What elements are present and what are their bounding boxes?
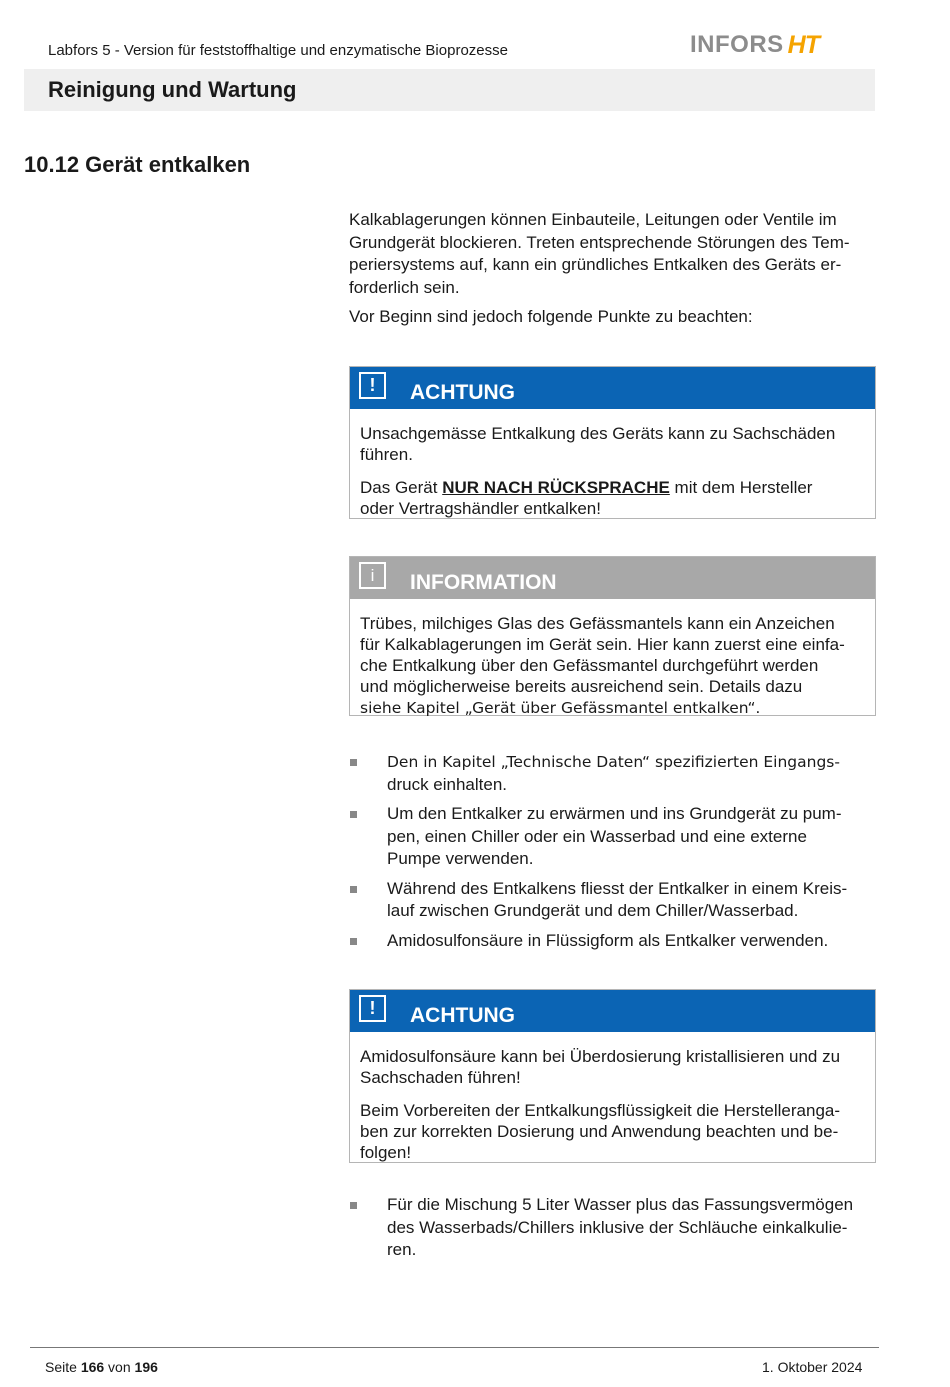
list-item: Um den Entkalker zu erwärmen und ins Grundgerät zu pum- pen, einen Chiller oder ein Wasserbad und eine externe Pumpe verwenden. <box>349 803 876 871</box>
information-notice-title: INFORMATION <box>410 571 557 594</box>
info-icon: i <box>359 562 386 589</box>
warning-notice-text: Unsachgemässe Entkalkung des Geräts kann zu Sachschäden führen. <box>360 424 836 464</box>
warning-notice <box>349 989 876 1163</box>
list-item: Den in Kapitel „Technische Daten“ spezifizierten Eingangs- druck einhalten. <box>349 751 876 796</box>
bullet-square-icon <box>350 759 357 766</box>
warning-icon: ! <box>359 372 386 399</box>
pre-points-text: Vor Beginn sind jedoch folgende Punkte zu beachten: <box>349 307 753 326</box>
warning-notice-header <box>350 367 875 409</box>
emphasis-text: NUR NACH RÜCKSPRACHE <box>442 478 670 497</box>
logo-text: INFORS <box>690 31 784 58</box>
chapter-heading: 10.12 Gerät entkalken <box>24 152 251 177</box>
list-item: Amidosulfonsäure in Flüssigform als Entkalker verwenden. <box>349 930 876 953</box>
bullet-square-icon <box>350 811 357 818</box>
information-notice <box>349 556 876 716</box>
document-date: 1. Oktober 2024 <box>762 1359 863 1375</box>
list-item: Für die Mischung 5 Liter Wasser plus das Fassungsvermögen des Wasserbads/Chillers inklusive der Schläuche einkalkulie- ren. <box>349 1194 876 1262</box>
section-title: Reinigung und Wartung <box>48 77 297 102</box>
intro-paragraph: Kalkablagerungen können Einbauteile, Leitungen oder Ventile im Grundgerät blockieren. Treten entsprechende Störungen des Tem- periersystems auf, kann ein gründliches Entkalken des Geräts er- forderlich sein. <box>349 210 850 297</box>
warning-notice-title: ACHTUNG <box>410 381 515 404</box>
warning-notice-header <box>350 990 875 1032</box>
warning-notice-title: ACHTUNG <box>410 1004 515 1027</box>
mixing-list <box>349 1194 876 1269</box>
document-header-line: Labfors 5 - Version für feststoffhaltige und enzymatische Bioprozesse <box>48 42 508 59</box>
logo-ht-mark: HT <box>787 30 819 59</box>
warning-notice-body <box>350 409 875 519</box>
bullet-square-icon <box>350 938 357 945</box>
footer-rule <box>30 1347 879 1348</box>
section-band <box>24 69 875 111</box>
information-notice-header <box>350 557 875 599</box>
list-item: Während des Entkalkens fliesst der Entkalker in einem Kreis- lauf zwischen Grundgerät und dem Chiller/Wasserbad. <box>349 878 876 923</box>
warning-notice-text: Amidosulfonsäure kann bei Überdosierung kristallisieren und zu Sachschaden führen! <box>360 1047 841 1087</box>
requirements-list <box>349 751 876 959</box>
intro-text <box>349 209 876 329</box>
chapter-reference-link[interactable]: siehe Kapitel „Gerät über Gefässmantel entkalken“ <box>360 699 756 717</box>
bullet-square-icon <box>350 886 357 893</box>
warning-notice-instruction: Beim Vorbereiten der Entkalkungsflüssigkeit die Herstelleranga- ben zur korrekten Dosierung und Anwendung beachten und be- folgen! <box>360 1101 841 1162</box>
page-number: Seite 166 von 196 <box>45 1359 158 1375</box>
information-notice-body <box>350 599 875 719</box>
warning-icon: ! <box>359 995 386 1022</box>
warning-notice-instruction: Das Gerät NUR NACH RÜCKSPRACHE mit dem Hersteller oder Vertragshändler entkalken! <box>360 478 813 518</box>
information-notice-text: Trübes, milchiges Glas des Gefässmantels kann ein Anzeichen für Kalkablagerungen im Gerät sein. Hier kann zuerst eine einfa- che Entkalkung über den Gefässmantel durchgeführt werden und möglicherweise bereits ausreichend sein. Details dazu siehe Kapitel „Gerät über Gefässmantel entkalken“. <box>360 614 845 717</box>
warning-notice-body <box>350 1032 875 1163</box>
chapter-reference-link[interactable]: Den in Kapitel „Technische Daten“ spezifizierten Eingangs- <box>387 753 840 771</box>
bullet-square-icon <box>350 1202 357 1209</box>
warning-notice <box>349 366 876 519</box>
company-logo <box>690 31 819 59</box>
